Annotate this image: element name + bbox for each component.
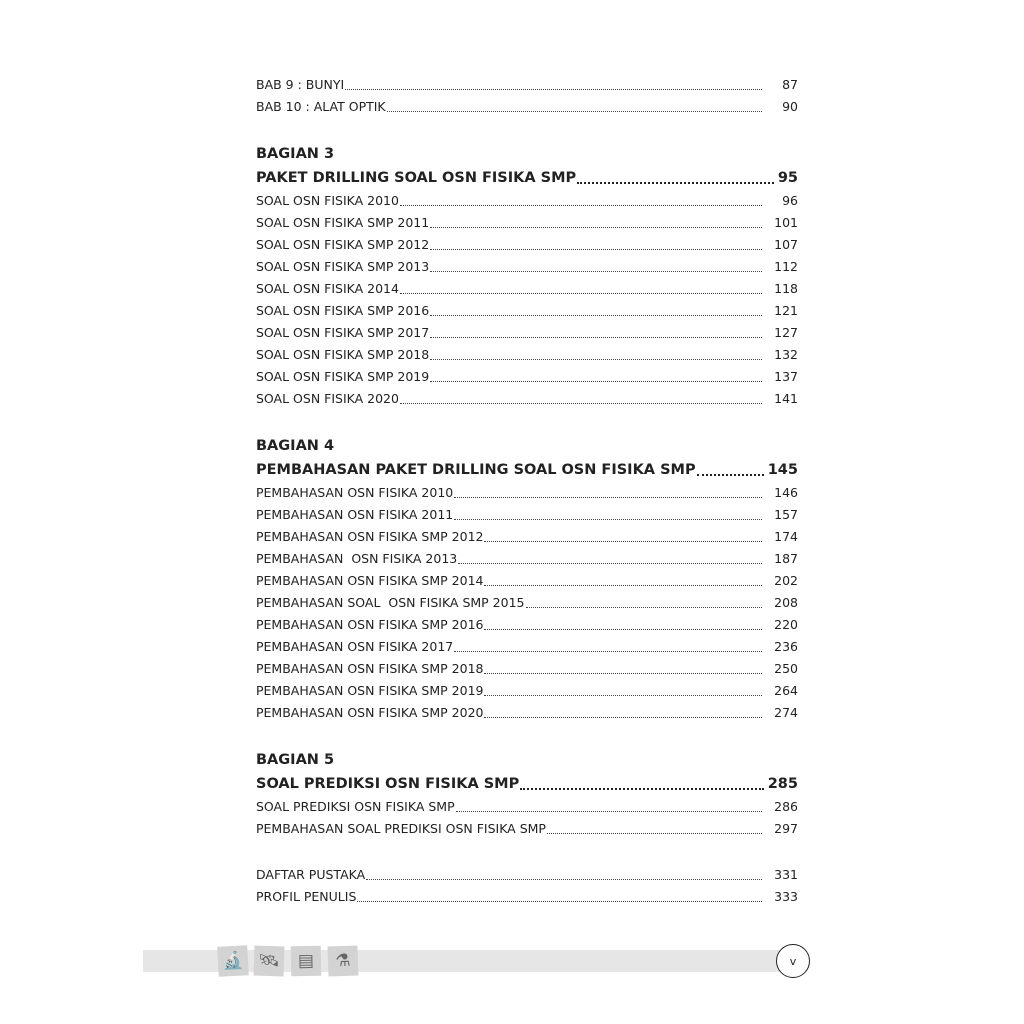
flask-icon: ⚗: [327, 945, 358, 976]
entry-title: PEMBAHASAN OSN FISIKA 2011: [256, 507, 454, 522]
toc-entry[interactable]: [256, 658, 798, 680]
entry-page: 274: [774, 705, 798, 720]
entry-page: 95: [777, 170, 798, 186]
entry-page: 285: [767, 776, 798, 792]
dot-leader: [456, 810, 762, 812]
entry-page: 187: [774, 551, 798, 566]
entry-title: PEMBAHASAN SOAL OSN FISIKA SMP 2015: [256, 595, 525, 610]
entry-page: 297: [774, 821, 798, 836]
spacer: [256, 410, 798, 434]
dot-leader: [484, 584, 762, 586]
toc-heading[interactable]: [256, 166, 798, 190]
toc-entry[interactable]: [256, 818, 798, 840]
dot-leader: [430, 380, 762, 382]
dot-leader: [400, 292, 762, 294]
page-number: v: [776, 944, 810, 978]
entry-title: SOAL OSN FISIKA SMP 2013: [256, 259, 430, 274]
entry-title: PEMBAHASAN OSN FISIKA 2017: [256, 639, 454, 654]
satellite-icon: 🛰: [253, 945, 284, 976]
toc-entry[interactable]: [256, 592, 798, 614]
toc-entry[interactable]: [256, 636, 798, 658]
entry-title: SOAL OSN FISIKA SMP 2011: [256, 215, 430, 230]
entry-page: 90: [782, 99, 798, 114]
dot-leader: [547, 832, 762, 834]
section-label: BAGIAN 3: [256, 146, 335, 162]
entry-page: 202: [774, 573, 798, 588]
dot-leader: [520, 787, 763, 790]
dot-leader: [430, 248, 762, 250]
toc-entry[interactable]: [256, 388, 798, 410]
entry-page: 157: [774, 507, 798, 522]
dot-leader: [345, 88, 762, 90]
entry-title: BAB 10 : ALAT OPTIK: [256, 99, 386, 114]
toc-entry[interactable]: [256, 278, 798, 300]
toc-entry[interactable]: [256, 96, 798, 118]
entry-title: PEMBAHASAN OSN FISIKA SMP 2020: [256, 705, 484, 720]
toc-entry[interactable]: [256, 256, 798, 278]
entry-title: PEMBAHASAN PAKET DRILLING SOAL OSN FISIKA SMP: [256, 462, 696, 478]
entry-title: SOAL OSN FISIKA 2014: [256, 281, 399, 296]
dot-leader: [430, 226, 762, 228]
section-label: BAGIAN 4: [256, 438, 335, 454]
entry-title: SOAL OSN FISIKA SMP 2017: [256, 325, 430, 340]
toc-entry[interactable]: [256, 504, 798, 526]
dot-leader: [484, 672, 762, 674]
entry-title: PEMBAHASAN OSN FISIKA 2010: [256, 485, 454, 500]
toc-entry[interactable]: [256, 796, 798, 818]
entry-page: 107: [774, 237, 798, 252]
entry-page: 331: [774, 867, 798, 882]
toc-entry[interactable]: [256, 886, 798, 908]
toc-entry[interactable]: [256, 680, 798, 702]
table-of-contents: [256, 74, 798, 908]
toc-entry[interactable]: [256, 234, 798, 256]
toc-heading[interactable]: [256, 772, 798, 796]
dot-leader: [430, 270, 762, 272]
toc-entry[interactable]: [256, 864, 798, 886]
dot-leader: [400, 204, 762, 206]
toc-entry[interactable]: [256, 74, 798, 96]
dot-leader: [577, 181, 774, 184]
toc-entry[interactable]: [256, 322, 798, 344]
dot-leader: [400, 402, 762, 404]
entry-title: SOAL OSN FISIKA SMP 2016: [256, 303, 430, 318]
entry-page: 132: [774, 347, 798, 362]
toc-entry[interactable]: [256, 300, 798, 322]
dot-leader: [484, 694, 762, 696]
toc-entry[interactable]: [256, 702, 798, 724]
entry-title: PEMBAHASAN OSN FISIKA SMP 2018: [256, 661, 484, 676]
dot-leader: [387, 110, 762, 112]
toc-entry[interactable]: [256, 526, 798, 548]
dot-leader: [454, 518, 762, 520]
dot-leader: [458, 562, 762, 564]
entry-page: 96: [782, 193, 798, 208]
dot-leader: [430, 314, 762, 316]
entry-page: 236: [774, 639, 798, 654]
entry-page: 87: [782, 77, 798, 92]
entry-title: DAFTAR PUSTAKA: [256, 867, 366, 882]
entry-title: SOAL PREDIKSI OSN FISIKA SMP: [256, 776, 520, 792]
entry-title: SOAL OSN FISIKA SMP 2012: [256, 237, 430, 252]
entry-title: PEMBAHASAN SOAL PREDIKSI OSN FISIKA SMP: [256, 821, 546, 836]
entry-page: 137: [774, 369, 798, 384]
entry-page: 174: [774, 529, 798, 544]
dot-leader: [697, 473, 764, 476]
entry-page: 127: [774, 325, 798, 340]
entry-page: 333: [774, 889, 798, 904]
dot-leader: [484, 540, 762, 542]
entry-page: 112: [774, 259, 798, 274]
entry-title: BAB 9 : BUNYI: [256, 77, 345, 92]
toc-entry[interactable]: [256, 344, 798, 366]
entry-page: 101: [774, 215, 798, 230]
dot-leader: [526, 606, 763, 608]
spacer: [256, 118, 798, 142]
entry-page: 220: [774, 617, 798, 632]
entry-page: 118: [774, 281, 798, 296]
entry-page: 250: [774, 661, 798, 676]
spacer: [256, 724, 798, 748]
entry-title: PAKET DRILLING SOAL OSN FISIKA SMP: [256, 170, 577, 186]
entry-page: 146: [774, 485, 798, 500]
dot-leader: [454, 496, 762, 498]
toc-entry[interactable]: [256, 366, 798, 388]
entry-title: PEMBAHASAN OSN FISIKA 2013: [256, 551, 458, 566]
dot-leader: [430, 358, 762, 360]
entry-page: 286: [774, 799, 798, 814]
entry-page: 121: [774, 303, 798, 318]
entry-title: PEMBAHASAN OSN FISIKA SMP 2014: [256, 573, 484, 588]
toc-entry[interactable]: [256, 548, 798, 570]
entry-title: SOAL OSN FISIKA SMP 2019: [256, 369, 430, 384]
entry-title: SOAL OSN FISIKA SMP 2018: [256, 347, 430, 362]
entry-page: 264: [774, 683, 798, 698]
toc-entry[interactable]: [256, 482, 798, 504]
entry-title: SOAL OSN FISIKA 2020: [256, 391, 399, 406]
dot-leader: [454, 650, 762, 652]
dot-leader: [484, 628, 762, 630]
entry-title: PEMBAHASAN OSN FISIKA SMP 2016: [256, 617, 484, 632]
entry-page: 141: [774, 391, 798, 406]
entry-page: 145: [767, 462, 798, 478]
entry-title: SOAL OSN FISIKA 2010: [256, 193, 399, 208]
toc-entry[interactable]: [256, 190, 798, 212]
spacer: [256, 840, 798, 864]
toc-entry[interactable]: [256, 570, 798, 592]
notepad-icon: ▤: [291, 946, 322, 977]
entry-title: PEMBAHASAN OSN FISIKA SMP 2019: [256, 683, 484, 698]
dot-leader: [357, 900, 762, 902]
toc-entry[interactable]: [256, 614, 798, 636]
entry-page: 208: [774, 595, 798, 610]
entry-title: SOAL PREDIKSI OSN FISIKA SMP: [256, 799, 455, 814]
entry-title: PEMBAHASAN OSN FISIKA SMP 2012: [256, 529, 484, 544]
entry-title: PROFIL PENULIS: [256, 889, 357, 904]
dot-leader: [430, 336, 762, 338]
toc-entry[interactable]: [256, 212, 798, 234]
section-label: BAGIAN 5: [256, 752, 335, 768]
dot-leader: [484, 716, 762, 718]
toc-heading[interactable]: [256, 458, 798, 482]
dot-leader: [366, 878, 762, 880]
microscope-icon: 🔬: [217, 945, 249, 977]
